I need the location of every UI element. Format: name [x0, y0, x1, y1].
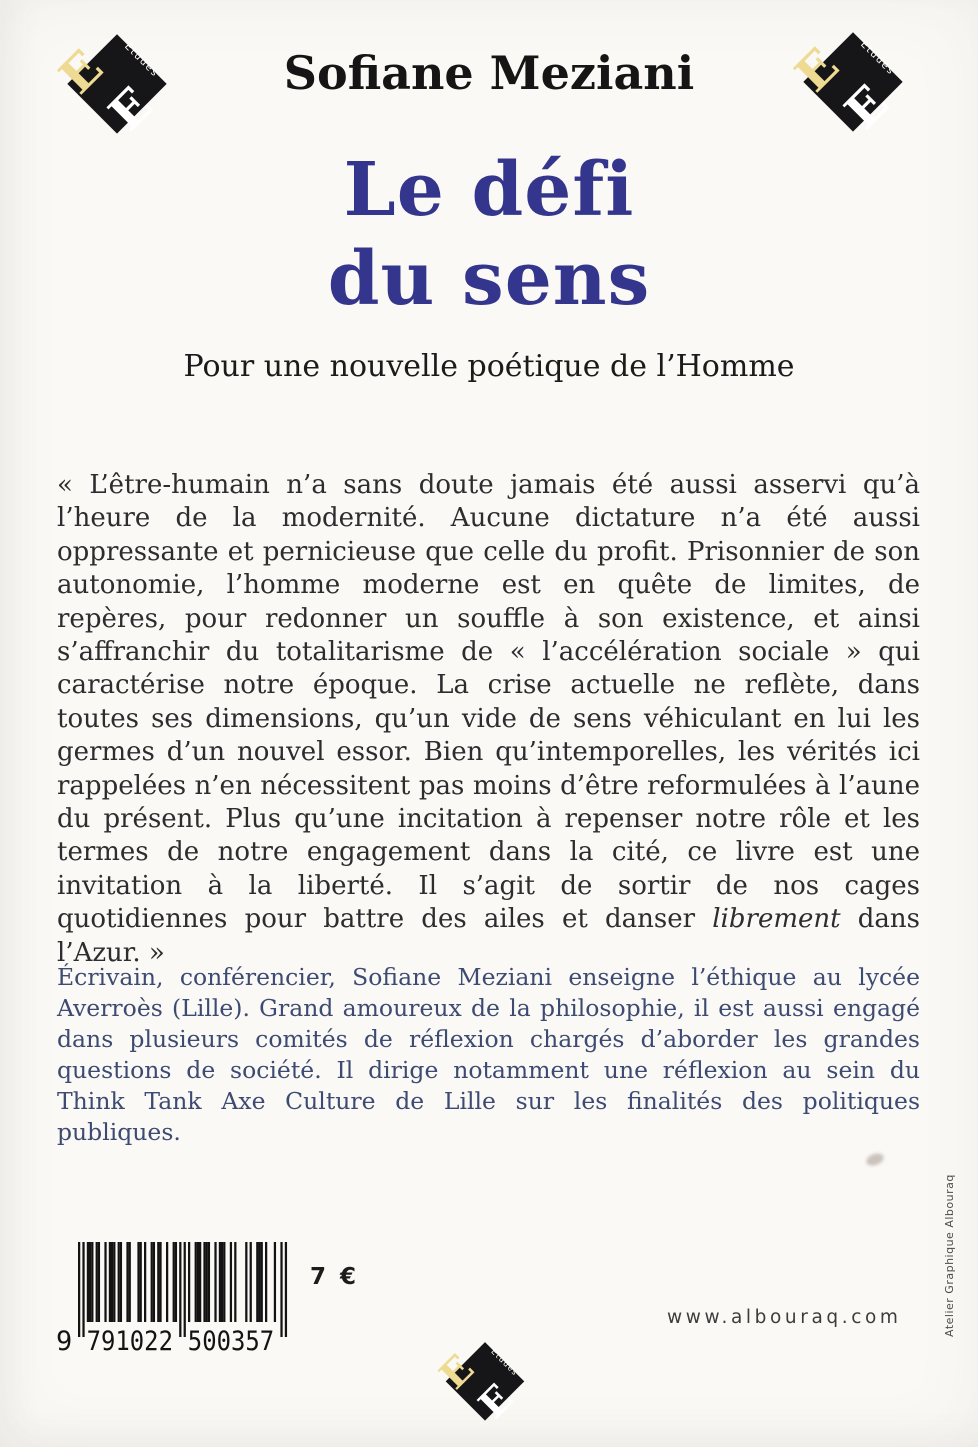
quote-text: « L’être-humain n’a sans doute jamais été aussi asservi qu’à l’heure de la modernité. Aucune dictature n’a été aussi oppressante et pernicieuse que celle du profit. Prisonnier de son autonomie, l’homme moderne est en quête de limites, de repères, pour redonner un souffle à son existence, et ainsi s’affranchir du totalitarisme de « l’accélération sociale » qui caractérise notre époque. La crise actuelle ne reflète, dans toutes ses dimensions, qu’un vide de sens véhiculant en lui les germes d’un nouvel essor. Bien qu’intemporelles, les vérités ici rappelées n’en nécessitent pas moins d’être reformulées à l’aune du présent. Plus qu’une incitation à repenser notre rôle et les termes de notre engagement dans la cité, ce livre est une invitation à la liberté. Il s’agit de sortir de nos cages quotidiennes pour battre des ailes et danser [57, 470, 920, 935]
logo-monogram-white: E [470, 1375, 522, 1427]
author-name: Sofiane Meziani [283, 46, 695, 100]
logo-monogram-gold: E [48, 39, 114, 105]
svg-text:791022: 791022 [86, 1326, 173, 1357]
scan-smudge [865, 1151, 886, 1167]
book-title-line2: du sens [327, 236, 651, 322]
logo-collection-label: Etudes [858, 39, 897, 78]
logo-monogram-white: E [98, 76, 164, 143]
svg-text:500357: 500357 [187, 1326, 275, 1357]
book-subtitle: Pour une nouvelle poétique de l’Homme [183, 349, 795, 384]
graphic-studio-credit: Atelier Graphique Albouraq [943, 1174, 956, 1337]
logo-monogram-gold: E [784, 37, 850, 103]
logo-monogram-gold: E [430, 1346, 483, 1398]
publisher-etudes-logo-bottom [430, 1334, 534, 1432]
logo-monogram-white: E [834, 74, 900, 141]
price-label: 7 € [310, 1264, 360, 1290]
publisher-website: www.albouraq.com [667, 1307, 902, 1328]
logo-collection-label: Etudes [489, 1347, 521, 1378]
quote-text-end: dans l’Azur. » [57, 904, 920, 968]
back-cover-quote [57, 469, 920, 970]
book-title-line1: Le défi [343, 147, 635, 233]
svg-text:9: 9 [56, 1326, 73, 1357]
quote-italic-word: librement [712, 904, 841, 935]
logo-collection-label: Etudes [122, 41, 161, 80]
author-bio: Écrivain, conférencier, Sofiane Meziani enseigne l’éthique au lycée Averroès (Lille). Grand amoureux de la philosophie, il est aussi engagé dans plusieurs comités de réflexion chargés d’aborder les grandes questions de société. Il dirige notamment une réflexion au sein du Think Tank Axe Culture de Lille sur les finalités des politiques publiques. [57, 962, 920, 1146]
ean13-barcode [52, 1238, 292, 1358]
book-title [0, 146, 978, 324]
